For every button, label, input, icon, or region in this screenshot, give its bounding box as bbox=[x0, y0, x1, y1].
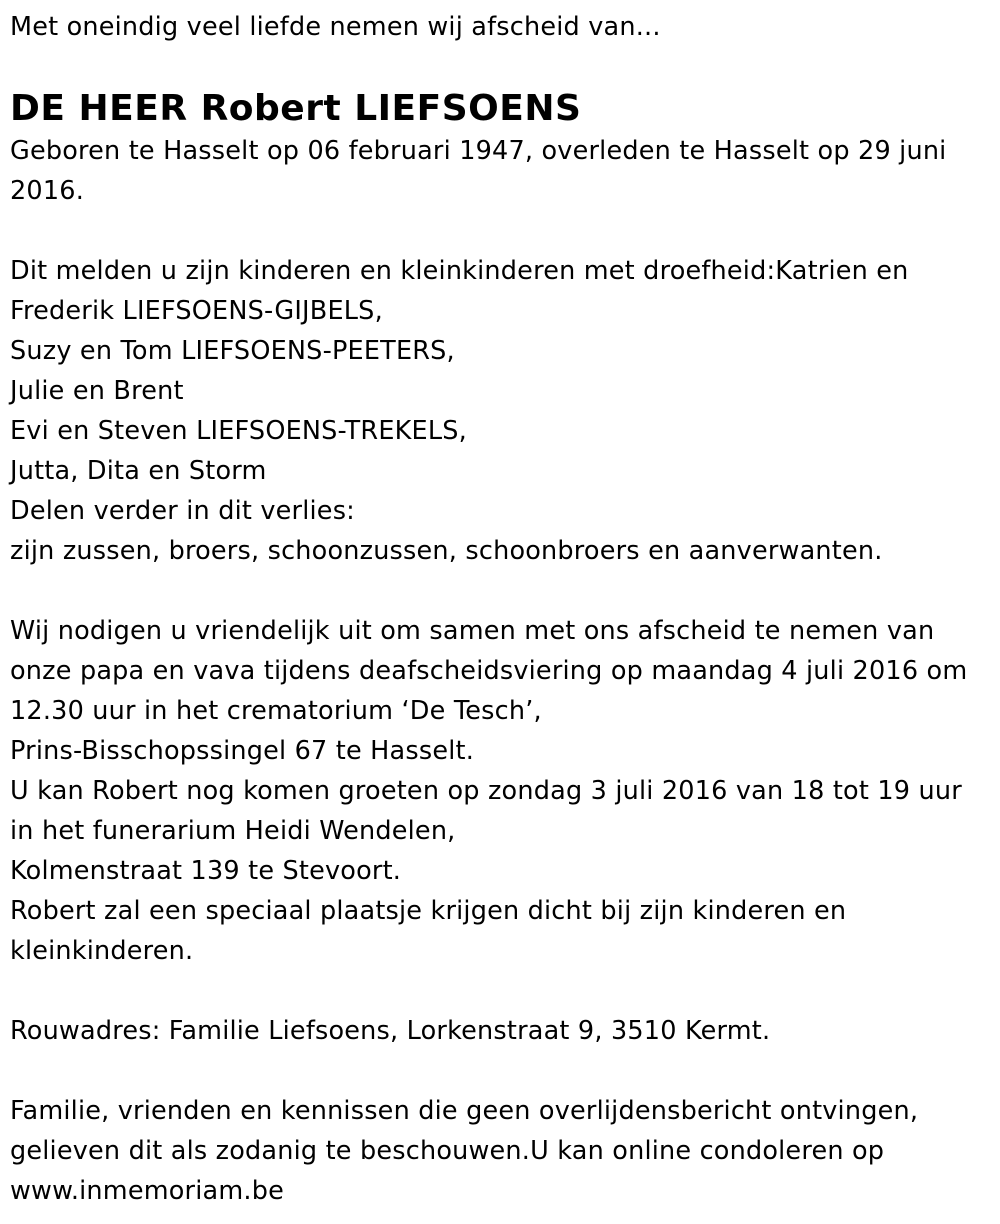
ceremony-line: Wij nodigen u vriendelijk uit om samen met ons afscheid te nemen van bbox=[10, 616, 935, 646]
condolence-website: www.inmemoriam.be bbox=[10, 1176, 284, 1206]
deceased-name-heading: DE HEER Robert LIEFSOENS bbox=[10, 88, 582, 129]
birth-death-line: 2016. bbox=[10, 176, 85, 206]
family-line: Suzy en Tom LIEFSOENS-PEETERS, bbox=[10, 336, 455, 366]
family-line: Dit melden u zijn kinderen en kleinkinderen met droefheid:Katrien en bbox=[10, 256, 909, 286]
intro-text: Met oneindig veel liefde nemen wij afscheid van... bbox=[10, 12, 661, 42]
ceremony-line: Kolmenstraat 139 te Stevoort. bbox=[10, 856, 402, 886]
closing-paragraph bbox=[10, 1091, 995, 1211]
family-line: Julie en Brent bbox=[10, 376, 184, 406]
family-line: Frederik LIEFSOENS-GIJBELS, bbox=[10, 296, 383, 326]
mourning-address: Rouwadres: Familie Liefsoens, Lorkenstraat 9, 3510 Kermt. bbox=[10, 1016, 771, 1046]
ceremony-line: U kan Robert nog komen groeten op zondag 3 juli 2016 van 18 tot 19 uur bbox=[10, 776, 962, 806]
ceremony-line: Prins-Bisschopssingel 67 te Hasselt. bbox=[10, 736, 475, 766]
closing-line: Familie, vrienden en kennissen die geen overlijdensbericht ontvingen, bbox=[10, 1096, 919, 1126]
ceremony-paragraph bbox=[10, 611, 995, 971]
obituary-notice bbox=[10, 7, 995, 1211]
ceremony-line: 12.30 uur in het crematorium ‘De Tesch’, bbox=[10, 696, 542, 726]
ceremony-line: kleinkinderen. bbox=[10, 936, 194, 966]
family-line: Jutta, Dita en Storm bbox=[10, 456, 267, 486]
family-paragraph bbox=[10, 251, 995, 571]
ceremony-line: onze papa en vava tijdens deafscheidsviering op maandag 4 juli 2016 om bbox=[10, 656, 968, 686]
ceremony-line: in het funerarium Heidi Wendelen, bbox=[10, 816, 456, 846]
closing-line: gelieven dit als zodanig te beschouwen.U kan online condoleren op bbox=[10, 1136, 885, 1166]
birth-death-paragraph bbox=[10, 131, 995, 211]
family-line: zijn zussen, broers, schoonzussen, schoonbroers en aanverwanten. bbox=[10, 536, 883, 566]
address-paragraph bbox=[10, 1011, 995, 1051]
family-line: Delen verder in dit verlies: bbox=[10, 496, 355, 526]
ceremony-line: Robert zal een speciaal plaatsje krijgen dicht bij zijn kinderen en bbox=[10, 896, 847, 926]
family-line: Evi en Steven LIEFSOENS-TREKELS, bbox=[10, 416, 467, 446]
birth-death-line: Geboren te Hasselt op 06 februari 1947, overleden te Hasselt op 29 juni bbox=[10, 136, 947, 166]
